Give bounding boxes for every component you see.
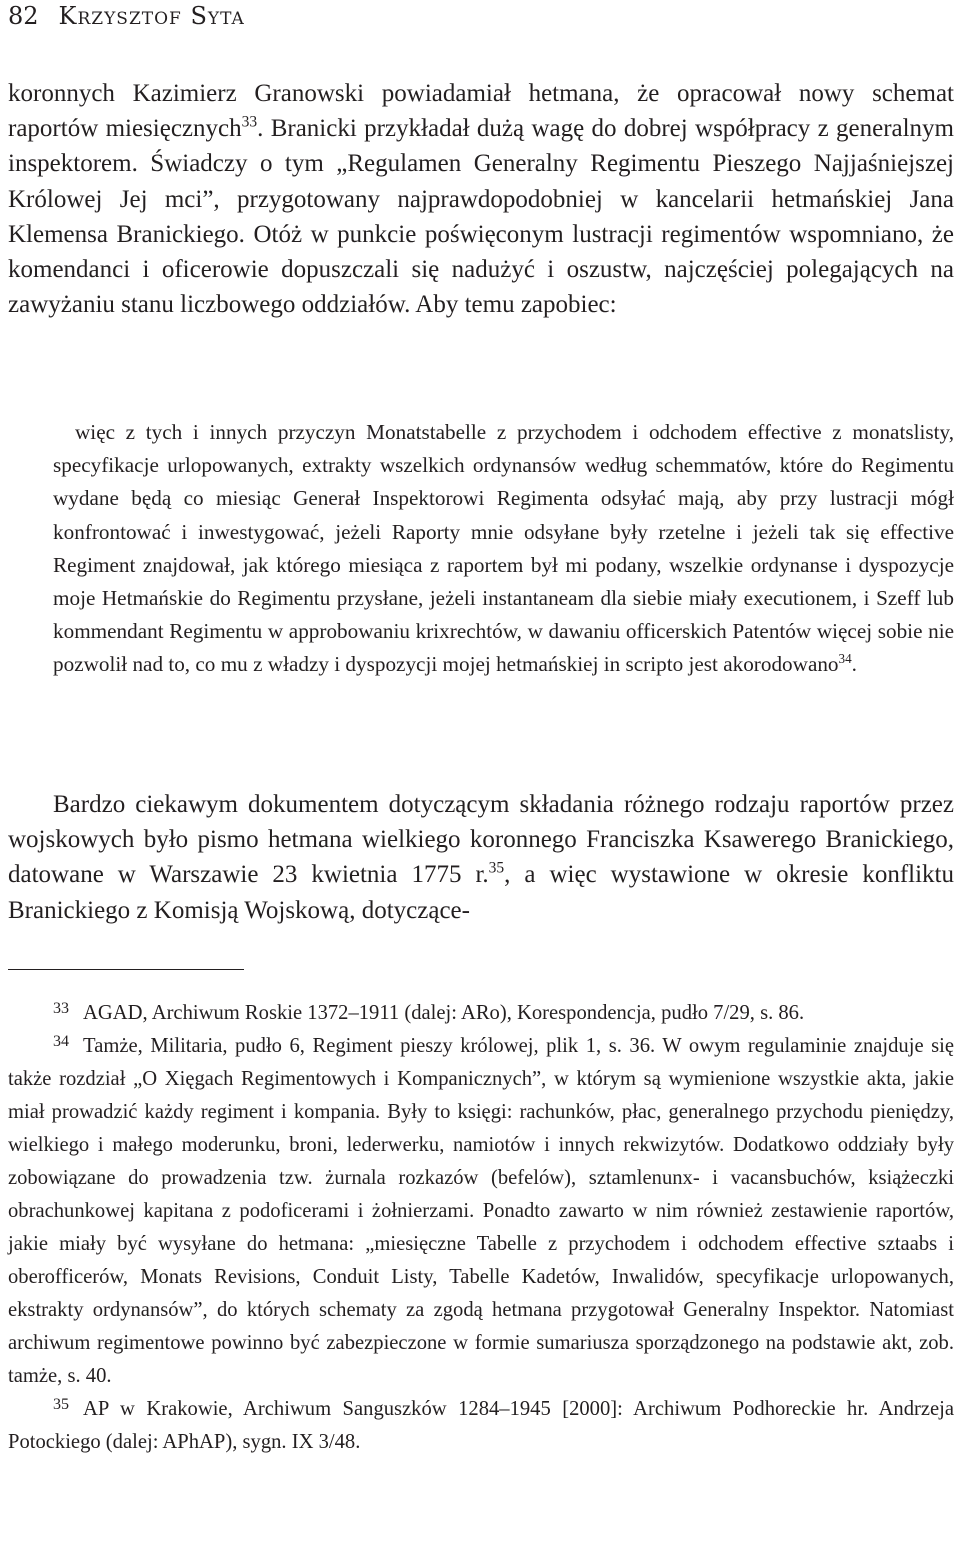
footnote-text: Tamże, Militaria, pudło 6, Regiment pieszy królowej, plik 1, s. 36. W owym regulaminie znajduje się także rozdział „O Xięgach Regimentowych i Kompanicznych”, w którym są wymienione wszystkie akta, jakie miał prowadzić każdy regiment i kompania. Były to księgi: rachunków, płac, generalnego przychodu pieniędzy, wielkiego i małego moderunku, broni, lederwerku, namiotów i innych rekwizytów. Dodatkowo oddziały były zobowiązane do prowadzenia tzw. żurnala rozkazów (befelów), sztamlenunx- i vacansbuchów, książeczki obrachunkowej kapitana z podoficerami i żołnierzami. Ponadto zawarto w nim również zestawienie raportów, jakie miały być wysyłane do hetmana: „miesięczne Tabelle z przychodem i odchodem effective sztaabs i oberofficerów, Monats Revisions, Conduit Listy, Tabelle Kadetów, Inwalidów, specyfikacje urlopowanych, ekstrakty ordynansów”, do których schematy za zgodą hetmana przygotował Generalny Inspektor. Natomiast archiwum regimentowe powinno być zabezpieczone w formie sumariusza sporządzonego na podstawie akt, zob. tamże, s. 40.	[8, 1035, 954, 1387]
footnotes	[8, 997, 954, 1459]
footnote-number: 33	[53, 1000, 70, 1018]
paragraph	[8, 787, 954, 928]
paragraph	[8, 76, 954, 322]
quote-text: więc z tych i innych przyczyn Monatstabelle z przychodem i odchodem effective z monatslisty, specyfikacje urlopowanych, extrakty wszelkich ordynansów według schemmatów, które do Regimentu wydane będą co miesiąc Generał Inspektorowi Regimenta odsyłać mają, aby przy lustracji mógł konfrontować i inwestygować, jeżeli Raporty mnie odsyłane były rzetelne i jeżeli tak się effective Regiment znajdował, jak którego miesiąca z raportem był mi podany, wszelkie ordynanse i dyspozycje moje Hetmańskie do Regimentu przysłane, jeżeli instantaneam dla siebie miały executionem, i Szeff lub kommendant Regimentu w approbowaniu krixrechtów, w dawaniu officerskich Patentów więcej sobie nie pozwolił nad to, co mu z władzy i dyspozycji mojej hetmańskiej in scripto jest akorodowano	[53, 420, 954, 677]
quote-paragraph	[53, 416, 954, 682]
footnote-text: AGAD, Archiwum Roskie 1372–1911 (dalej: ARo), Korespondencja, pudło 7/29, s. 86.	[83, 1002, 805, 1024]
footnote-number: 35	[53, 1396, 70, 1414]
paragraph-text: , a więc wystawione w okresie konfliktu Branickiego z Komisją Wojskową, dotyczące-	[8, 861, 954, 924]
body-paragraph-2	[8, 787, 954, 928]
footnote-reference[interactable]: 35	[488, 859, 505, 877]
paragraph-text: Bardzo ciekawym dokumentem dotyczącym składania różnego rodzaju raportów przez wojskowych było pismo hetmana wielkiego koronnego Franciszka Ksawerego Branickiego, datowane w Warszawie 23 kwietnia 1775 r.	[8, 791, 954, 889]
footnote-reference[interactable]: 33	[241, 113, 258, 131]
footnote-reference[interactable]: 34	[838, 651, 852, 667]
paragraph-text: . Branicki przykładał dużą wagę do dobrej współpracy z generalnym inspektorem. Świadczy o tym „Regulamen Generalny Regimentu Pieszego Najjaśniejszej Królowej Jej mci”, przygotowany najprawdopodobniej w kancelarii hetmańskiej Jana Klemensa Branickiego. Otóż w punkcie poświęconym lustracji regimentów wspomniano, że komendanci i oficerowie dopuszczali się nadużyć i oszustw, najczęściej polegających na zawyżaniu stanu liczbowego oddziałów. Aby temu zapobiec:	[8, 115, 955, 319]
footnote-text: AP w Krakowie, Archiwum Sanguszków 1284–1945 [2000]: Archiwum Podhoreckie hr. Andrzeja Potockiego (dalej: APhAP), sygn. IX 3/48.	[8, 1398, 954, 1453]
block-quote	[53, 416, 954, 682]
footnote-34	[8, 1030, 954, 1393]
footnote-33	[8, 997, 954, 1030]
paragraph-text: koronnych Kazimierz Granowski powiadamiał hetmana, że opracował nowy schemat raportów miesięcznych	[8, 80, 954, 143]
running-author: Krzysztof Syta	[58, 2, 245, 30]
running-header	[8, 0, 948, 34]
quote-tail: .	[851, 652, 857, 677]
footnote-number: 34	[53, 1033, 70, 1051]
footnote-separator	[8, 969, 244, 970]
page-number: 82	[8, 2, 39, 30]
footnote-35	[8, 1393, 954, 1459]
body-paragraph-1	[8, 76, 954, 322]
